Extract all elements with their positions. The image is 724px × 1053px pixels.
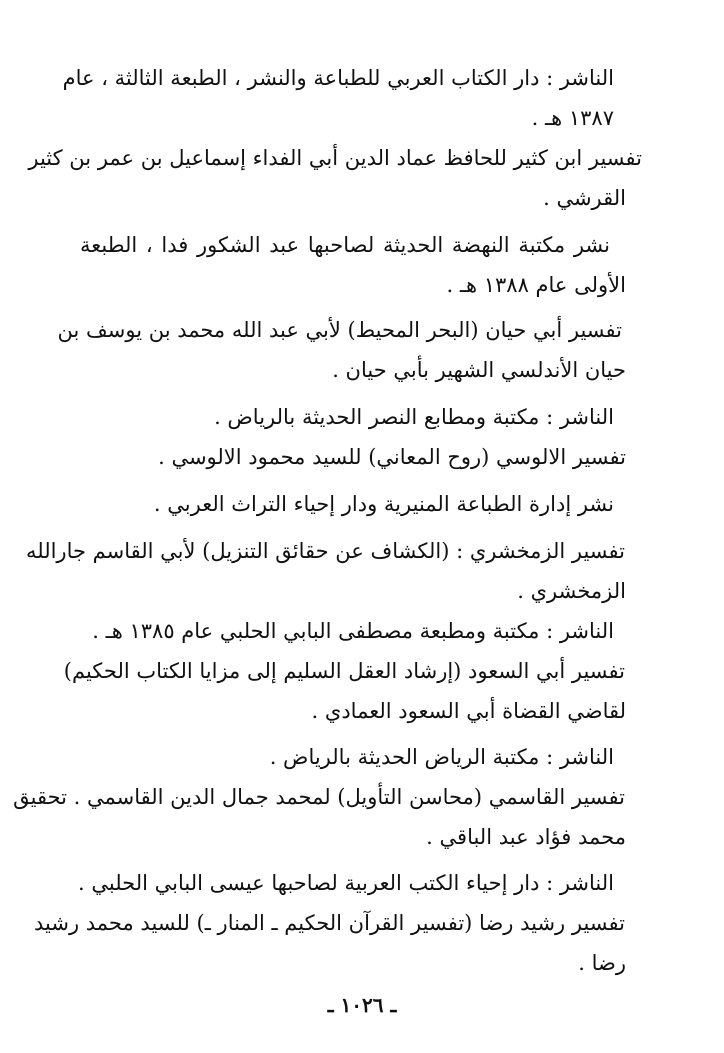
page-number: ـ ١٠٢٦ ـ (327, 993, 397, 1017)
text-line: الناشر : مكتبة ومطبعة مصطفى البابي الحلبي عام ١٣٨٥ هـ . (92, 619, 614, 643)
text-line: نشر إدارة الطباعة المنيرية ودار إحياء التراث العربي . (153, 492, 614, 516)
text-line: محمد فؤاد عبد الباقي . (426, 825, 626, 849)
text-line: تفسير أبي حيان (البحر المحيط) لأبي عبد الله محمد بن يوسف بن (57, 318, 622, 342)
text-line: نشر مكتبة النهضة الحديثة لصاحبها عبد الشكور فدا ، الطبعة (80, 233, 610, 257)
text-line: تفسير الالوسي (روح المعاني) للسيد محمود الالوسي . (158, 445, 626, 469)
text-line: رضا . (578, 951, 626, 975)
text-line: حيان الأندلسي الشهير بأبي حيان . (332, 358, 626, 382)
text-line: الناشر : مكتبة الرياض الحديثة بالرياض . (269, 745, 614, 769)
text-line: ١٣٨٧ هـ . (531, 106, 614, 130)
text-line: تفسير ابن كثير للحافظ عماد الدين أبي الفداء إسماعيل بن عمر بن كثير (28, 146, 642, 170)
text-line: لقاضي القضاة أبي السعود العمادي . (311, 699, 626, 723)
text-line: الزمخشري . (517, 579, 626, 603)
text-line: تفسير القاسمي (محاسن التأويل) لمحمد جمال الدين القاسمي . تحقيق (13, 785, 625, 809)
text-line: تفسير الزمخشري : (الكشاف عن حقائق التنزيل) لأبي القاسم جارالله (25, 539, 625, 563)
text-line: الناشر : دار إحياء الكتب العربية لصاحبها عيسى البابي الحلبي . (78, 871, 614, 895)
text-line: تفسير أبي السعود (إرشاد العقل السليم إلى مزايا الكتاب الحكيم) (63, 659, 625, 683)
text-line: الناشر : مكتبة ومطابع النصر الحديثة بالرياض . (214, 405, 614, 429)
text-line: تفسير رشيد رضا (تفسير القرآن الحكيم ـ المنار ـ) للسيد محمد رشيد (34, 911, 625, 935)
text-line: القرشي . (543, 186, 626, 210)
text-line: الأولى عام ١٣٨٨ هـ . (446, 273, 626, 297)
text-line: الناشر : دار الكتاب العربي للطباعة والنشر ، الطبعة الثالثة ، عام (62, 66, 614, 90)
